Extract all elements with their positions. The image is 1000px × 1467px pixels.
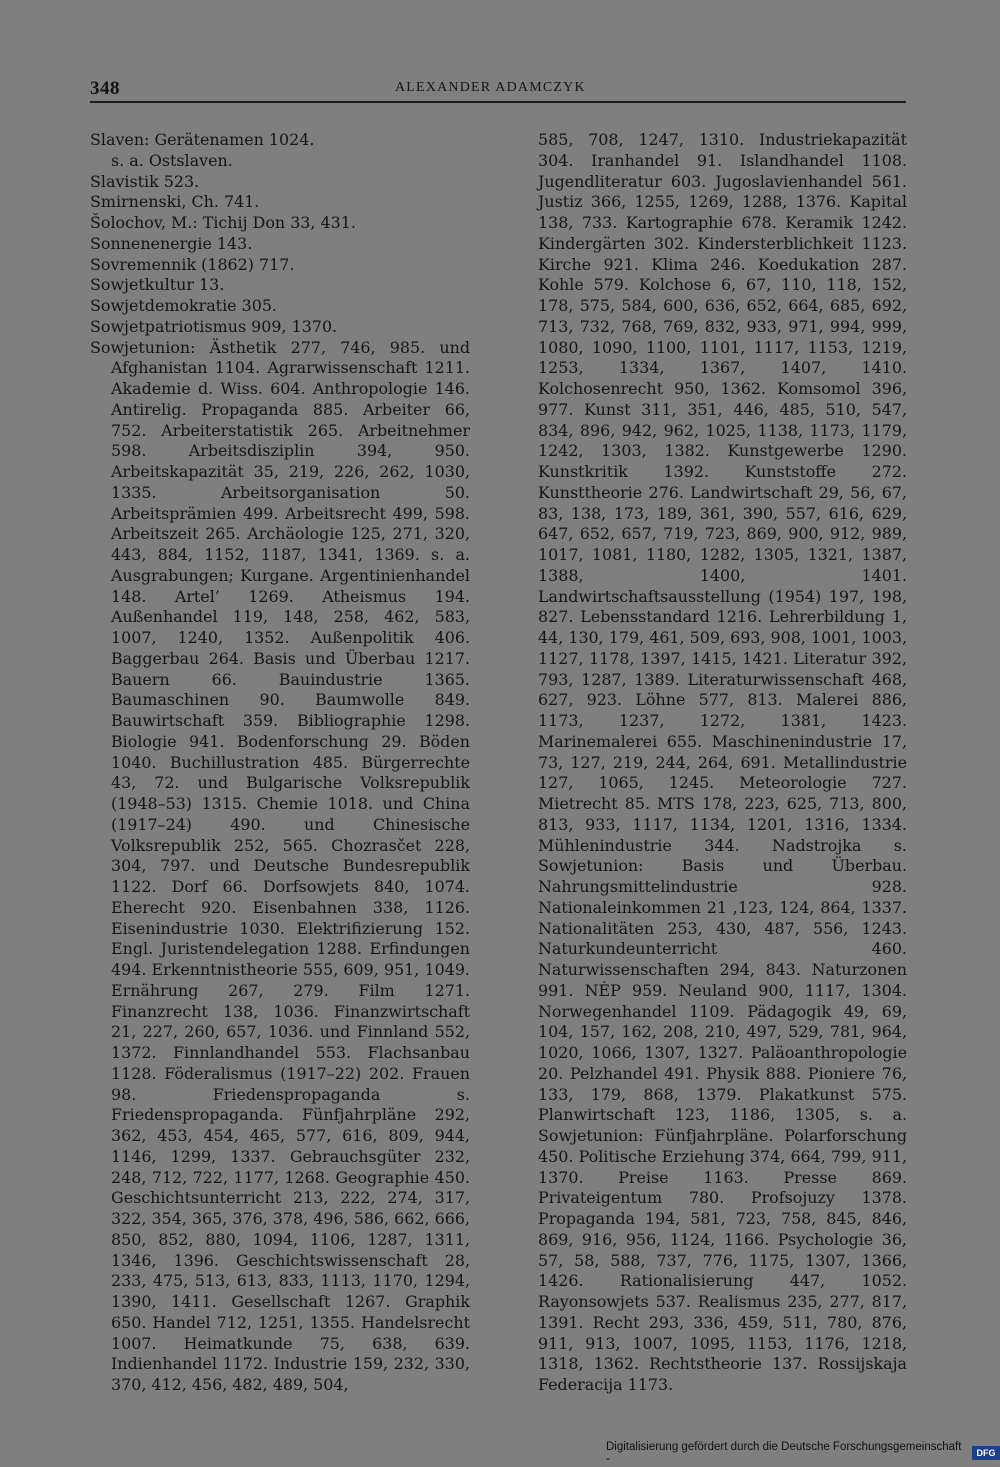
index-entry: Sowjetkultur 13. <box>90 275 225 295</box>
index-entry: Sowjetpatriotismus 909, 1370. <box>90 316 338 336</box>
dfg-logo: DFG <box>972 1446 1000 1460</box>
index-entry: Sovremennik (1862) 717. <box>90 254 295 274</box>
index-subentry: s. a. Ostslaven. <box>111 150 233 170</box>
index-column-right <box>538 130 907 1396</box>
digitization-credit <box>606 1441 1000 1465</box>
index-entry-continued: 585, 708, 1247, 1310. Industriekapazität 304. Iranhandel 91. Islandhandel 1108. Jugendliteratur 603. Jugoslavienhandel 561. Justiz 366, 1255, 1269, 1288, 1376. Kapital 138, 733. Kartographie 678. Keramik 1242. Kindergärten 302. Kindersterblichkeit 1123. Kirche 921. Klima 246. Koedukation 287. Kohle 579. Kolchose 6, 67, 110, 118, 152, 178, 575, 584, 600, 636, 652, 664, 685, 692, 713, 732, 768, 769, 832, 933, 971, 994, 999, 1080, 1090, 1100, 1101, 1117, 1153, 1219, 1253, 1334, 1367, 1407, 1410. Kolchosenrecht 950, 1362. Komsomol 396, 977. Kunst 311, 351, 446, 485, 510, 547, 834, 896, 942, 962, 1025, 1138, 1173, 1179, 1242, 1303, 1382. Kunstgewerbe 1290. Kunstkritik 1392. Kunststoffe 272. Kunsttheorie 276. Landwirtschaft 29, 56, 67, 83, 138, 173, 189, 361, 390, 557, 616, 629, 647, 652, 657, 719, 723, 869, 900, 912, 989, 1017, 1081, 1180, 1282, 1305, 1321, 1387, 1388, 1400, 1401. Landwirtschaftsausstellung (1954) 197, 198, 827. Lebensstandard 1216. Lehrerbildung 1, 44, 130, 179, 461, 509, 693, 908, 1001, 1003, 1127, 1178, 1397, 1415, 1421. Literatur 392, 793, 1287, 1389. Literaturwissenschaft 468, 627, 923. Löhne 577, 813. Malerei 886, 1173, 1237, 1272, 1381, 1423. Marinemalerei 655. Maschinenindustrie 17, 73, 127, 219, 244, 264, 691. Metallindustrie 127, 1065, 1245. Meteorologie 727. Mietrecht 85. MTS 178, 223, 625, 713, 800, 813, 933, 1117, 1134, 1201, 1316, 1334. Mühlenindustrie 344. Nadstrojka s. Sowjetunion: Basis und Überbau. Nahrungsmittelindustrie 928. Nationaleinkommen 21 ,123, 124, 864, 1337. Nationalitäten 253, 430, 487, 556, 1243. Naturkundeunterricht 460. Naturwissenschaften 294, 843. Naturzonen 991. NĖP 959. Neuland 900, 1117, 1304. Norwegenhandel 1109. Pädagogik 49, 69, 104, 157, 162, 208, 210, 497, 529, 781, 964, 1020, 1066, 1307, 1327. Paläoanthropologie 20. Pelzhandel 491. Physik 888. Pioniere 76, 133, 179, 868, 1379. Plakatkunst 575. Planwirtschaft 123, 1186, 1305, s. a. Sowjetunion: Fünfjahrpläne. Polarforschung 450. Politische Erziehung 374, 664, 799, 911, 1370. Preise 1163. Presse 869. Privateigentum 780. Profsojuzy 1378. Propaganda 194, 581, 723, 758, 845, 846, 869, 916, 956, 1124, 1166. Psychologie 36, 57, 58, 588, 737, 776, 1175, 1307, 1366, 1426. Rationalisierung 447, 1052. Rayonsowjets 537. Realismus 235, 277, 817, 1391. Recht 293, 336, 459, 511, 780, 876, 911, 913, 1007, 1095, 1153, 1176, 1218, 1318, 1362. Rechtstheorie 137. Rossijskaja Federacija 1173. <box>538 130 907 1394</box>
index-entry-sowjetunion: Sowjetunion: Ästhetik 277, 746, 985. und Afghanistan 1104. Agrarwissenschaft 1211. Akademie d. Wiss. 604. Anthropologie 146. Antirelig. Propaganda 885. Arbeiter 66, 752. Arbeiterstatistik 265. Arbeitnehmer 598. Arbeitsdisziplin 394, 950. Arbeitskapazität 35, 219, 226, 262, 1030, 1335. Arbeitsorganisation 50. Arbeitsprämien 499. Arbeitsrecht 499, 598. Arbeitszeit 265. Archäologie 125, 271, 320, 443, 884, 1152, 1187, 1341, 1369. s. a. Ausgrabungen; Kurgane. Argentinienhandel 148. Artel’ 1269. Atheismus 194. Außenhandel 119, 148, 258, 462, 583, 1007, 1240, 1352. Außenpolitik 406. Baggerbau 264. Basis und Überbau 1217. Bauern 66. Bauindustrie 1365. Baumaschinen 90. Baumwolle 849. Bauwirtschaft 359. Bibliographie 1298. Biologie 941. Bodenforschung 29. Böden 1040. Buchillustration 485. Bürgerrechte 43, 72. und Bulgarische Volksrepublik (1948–53) 1315. Chemie 1018. und China (1917–24) 490. und Chinesische Volksrepublik 252, 565. Chozrasčet 228, 304, 797. und Deutsche Bundesrepublik 1122. Dorf 66. Dorfsowjets 840, 1074. Eherecht 920. Eisenbahnen 338, 1126. Eisenindustrie 1030. Elektrifizierung 152. Engl. Juristendelegation 1288. Erfindungen 494. Erkenntnistheorie 555, 609, 951, 1049. Ernährung 267, 279. Film 1271. Finanzrecht 138, 1036. Finanzwirtschaft 21, 227, 260, 657, 1036. und Finnland 552, 1372. Finnlandhandel 553. Flachsanbau 1128. Föderalismus (1917–22) 202. Frauen 98. Friedenspropaganda s. Friedenspropaganda. Fünfjahrpläne 292, 362, 453, 454, 465, 577, 616, 809, 944, 1146, 1299, 1337. Gebrauchsgüter 232, 248, 712, 722, 1177, 1268. Geographie 450. Geschichtsunterricht 213, 222, 274, 317, 322, 354, 365, 376, 378, 496, 586, 662, 666, 850, 852, 880, 1094, 1106, 1287, 1311, 1346, 1396. Geschichtswissenschaft 28, 233, 475, 513, 613, 833, 1113, 1170, 1294, 1390, 1411. Gesellschaft 1267. Graphik 650. Handel 712, 1251, 1355. Handelsrecht 1007. Heimatkunde 75, 638, 639. Indienhandel 1172. Industrie 159, 232, 330, 370, 412, 456, 482, 489, 504, <box>90 337 470 1394</box>
index-entry: Smirnenski, Ch. 741. <box>90 192 260 212</box>
index-entry: Sowjetdemokratie 305. <box>90 296 277 315</box>
index-entry: Slaven: Gerätenamen 1024. <box>90 130 315 149</box>
index-entry: Sonnenenergie 143. <box>90 233 253 253</box>
index-column-left <box>90 130 470 1396</box>
index-entry: Slavistik 523. <box>90 171 200 191</box>
page-number: 348 <box>90 78 120 99</box>
index-entry: Šolochov, M.: Tichij Don 33, 431. <box>90 213 356 232</box>
running-head: ALEXANDER ADAMCZYK <box>395 80 586 95</box>
header-rule <box>90 101 906 103</box>
credit-text: Digitalisierung gefördert durch die Deutsche Forschungsgemeinschaft - <box>606 1441 962 1465</box>
